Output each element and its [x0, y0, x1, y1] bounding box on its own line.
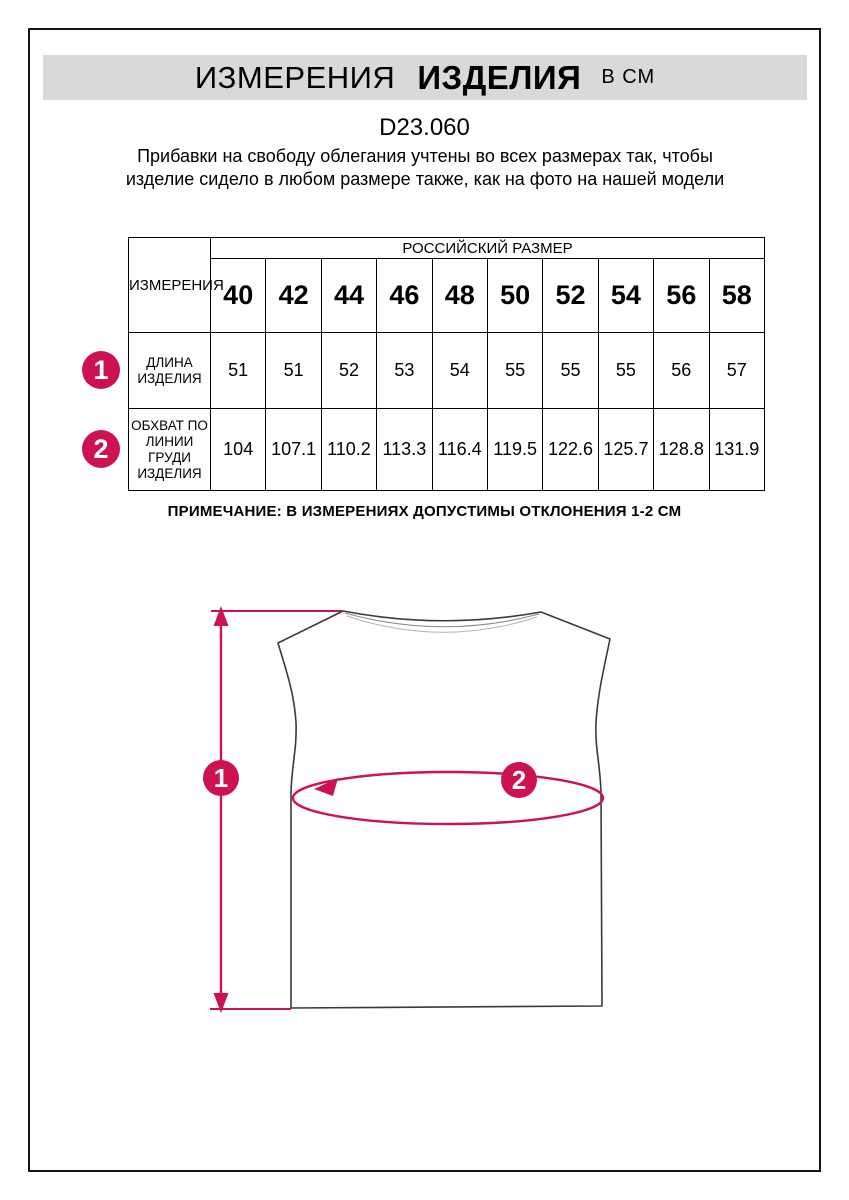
size-header-cell: 56 [654, 259, 709, 333]
product-code: D23.060 [379, 114, 470, 141]
row-label-length: ДЛИНА ИЗДЕЛИЯ [129, 333, 211, 409]
size-header-cell: 40 [211, 259, 266, 333]
chest-girth-value: 107.1 [266, 409, 321, 491]
tolerance-note: ПРИМЕЧАНИЕ: В ИЗМЕРЕНИЯХ ДОПУСТИМЫ ОТКЛОНЕНИЯ 1-2 СМ [167, 503, 682, 520]
marker-1-label: 1 [213, 763, 229, 793]
length-value: 54 [432, 333, 487, 409]
size-group-header: РОССИЙСКИЙ РАЗМЕР [211, 238, 765, 259]
size-table [128, 237, 765, 491]
chest-girth-value: 113.3 [377, 409, 432, 491]
length-value: 51 [266, 333, 321, 409]
length-value: 52 [321, 333, 376, 409]
size-header-cell: 54 [598, 259, 653, 333]
chest-girth-value: 131.9 [709, 409, 764, 491]
title-word-measurements: ИЗМЕРЕНИЯ [194, 59, 396, 95]
row-number-badge-2: 2 [82, 430, 120, 468]
fit-description: Прибавки на свободу облегания учтены во всех размерах так, чтобы изделие сидело в любом размере также, как на фото на нашей модели [125, 146, 725, 189]
length-value: 53 [377, 333, 432, 409]
chest-girth-value: 128.8 [654, 409, 709, 491]
chest-girth-value: 116.4 [432, 409, 487, 491]
chest-girth-value: 110.2 [321, 409, 376, 491]
size-header-cell: 46 [377, 259, 432, 333]
length-value: 55 [543, 333, 598, 409]
measure-column-header: ИЗМЕРЕНИЯ [129, 238, 211, 333]
size-header-cell: 50 [487, 259, 542, 333]
size-header-cell: 58 [709, 259, 764, 333]
table-row-chest-girth [129, 409, 765, 491]
size-header-cell: 42 [266, 259, 321, 333]
row-number-badge-1: 1 [82, 351, 120, 389]
chest-girth-value: 104 [211, 409, 266, 491]
chest-girth-value: 125.7 [598, 409, 653, 491]
size-header-cell: 48 [432, 259, 487, 333]
size-header-cell: 52 [543, 259, 598, 333]
title-word-product: ИЗДЕЛИЯ [417, 58, 582, 96]
table-row-length [129, 333, 765, 409]
title-bar [43, 55, 807, 100]
size-header-cell: 44 [321, 259, 376, 333]
chest-girth-value: 119.5 [487, 409, 542, 491]
length-value: 51 [211, 333, 266, 409]
length-value: 57 [709, 333, 764, 409]
garment-diagram [170, 580, 640, 1030]
row-label-chest-girth: ОБХВАТ ПО ЛИНИИ ГРУДИ ИЗДЕЛИЯ [129, 409, 211, 491]
garment-outline [278, 611, 610, 1008]
chest-girth-value: 122.6 [543, 409, 598, 491]
sizes-header-row [129, 259, 765, 333]
length-value: 55 [487, 333, 542, 409]
length-value: 56 [654, 333, 709, 409]
length-value: 55 [598, 333, 653, 409]
title-units: В СМ [601, 66, 656, 88]
length-arrowhead-up-icon [214, 606, 229, 626]
marker-2-label: 2 [511, 765, 527, 795]
